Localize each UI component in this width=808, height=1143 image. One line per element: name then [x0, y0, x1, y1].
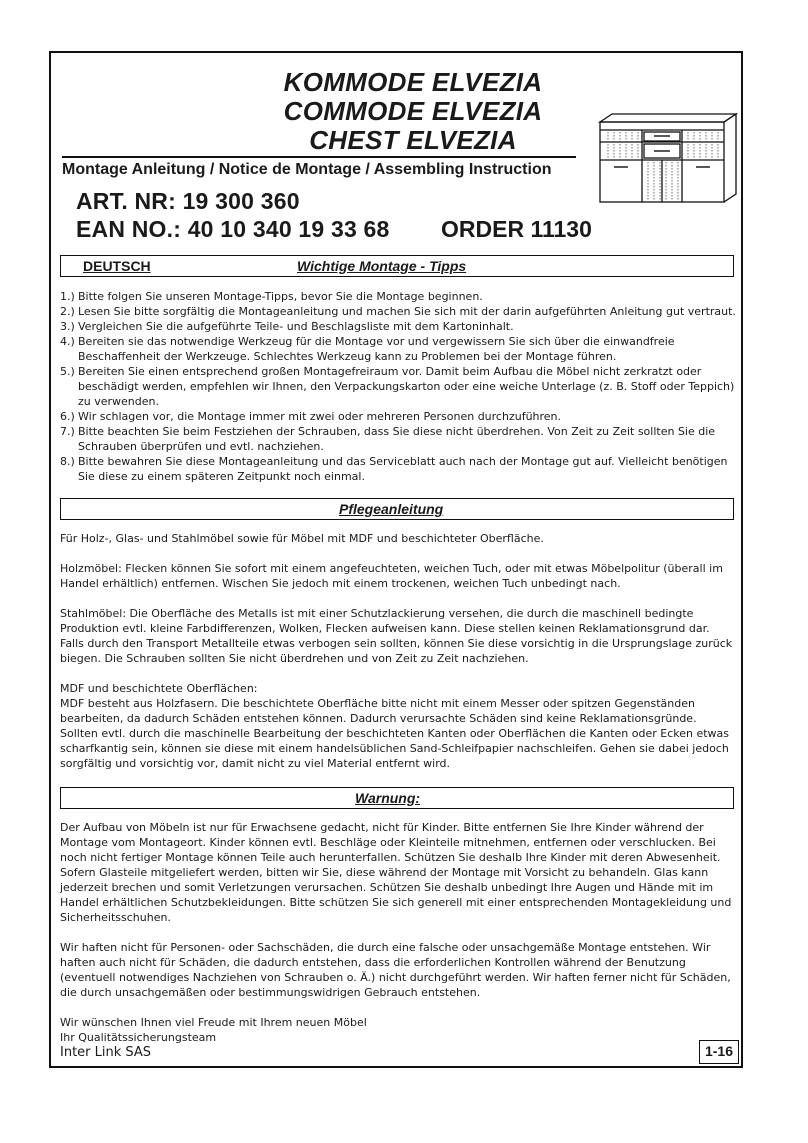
list-item: 5.) Bereiten Sie einen entsprechend großen Montagefreiraum vor. Damit beim Aufbau die Möbel nicht zerkratzt oder beschädigt werden, empfehlen wir Ihnen, den Verpackungskarton oder eine weiche Unterlage (z. B. Stoff oder Teppich) zu verwenden.	[60, 365, 735, 408]
subtitle: Montage Anleitung / Notice de Montage / Assembling Instruction	[62, 156, 576, 179]
care-intro: Für Holz-, Glas- und Stahlmöbel sowie für Möbel mit MDF und beschichteter Oberfläche.	[60, 532, 544, 545]
list-item: 7.) Bitte beachten Sie beim Festziehen der Schrauben, dass Sie diese nicht überdrehen. Von Zeit zu Zeit sollten Sie die Schrauben überprüfen und evtl. nachziehen.	[60, 425, 716, 453]
care-mdf-heading: MDF und beschichtete Oberflächen:	[60, 682, 258, 695]
care-mdf: MDF besteht aus Holzfasern. Die beschichtete Oberfläche bitte nicht mit einem Messer oder spitzen Gegenständen bearbeiten, da dadurch Schäden entstehen können. Dadurch verursachte Schäden sind keine Reklamationsgründe.	[60, 697, 697, 725]
care-steel: Stahlmöbel: Die Oberfläche des Metalls ist mit einer Schutzlackierung versehen, die durch die maschinell bedingte Produktion evtl. kleine Farbdifferenzen, Wolken, Flecken aufweisen kann. Diese stellen keinen Reklamationsgrund dar.	[60, 607, 710, 635]
closing-signature: Ihr Qualitätssicherungsteam	[60, 1031, 217, 1044]
language-label: DEUTSCH	[83, 258, 151, 274]
ean-number: EAN NO.: 40 10 340 19 33 68	[76, 216, 390, 242]
warning-glass: Sofern Glasteile mitgeliefert werden, bitten wir Sie, diese während der Montage mit Vorsicht zu behandeln. Glas kann jederzeit brechen und somit Verletzungen verursachen. Schützen Sie deshalb unbedingt Ihre Augen und Hände mit im Handel erhältlichen Schutzbekleidungen. Bitte schützen Sie sich generell mit einer entsprechenden Montagekleidung und Sicherheitsschuhen.	[60, 866, 732, 924]
list-item: 2.) Lesen Sie bitte sorgfältig die Montageanleitung und machen Sie sich mit der darin aufgeführten Anleitung gut vertraut.	[60, 305, 736, 318]
article-number: ART. NR: 19 300 360	[76, 188, 300, 214]
care-wood: Holzmöbel: Flecken können Sie sofort mit einem angefeuchteten, weichen Tuch, oder mit etwas Möbelpolitur (überall im Handel erhältlich) entfernen. Wischen Sie jedoch mit einem trockenen, weichen Tuch unbedingt nach.	[60, 562, 723, 590]
section-header-tips	[60, 255, 734, 277]
warning-liability: Wir haften nicht für Personen- oder Sachschäden, die durch eine falsche oder unsachgemäße Montage entstehen. Wir haften auch nicht für Schäden, die dadurch entstehen, dass die erforderlichen Kontrollen während der Benutzung (eventuell notwendiges Nachziehen von Schrauben o. Ä.) nicht durchgeführt werden. Wir haften ferner nicht für Schäden, die durch unsachgemäßen oder bestimmungswidrigen Gebrauch entstehen.	[60, 941, 731, 999]
care-heading: Pflegeanleitung	[339, 501, 444, 517]
tips-list	[60, 289, 738, 484]
list-item: 8.) Bitte bewahren Sie diese Montageanleitung und das Serviceblatt auch nach der Montage gut auf. Vielleicht benötigen Sie diese zu einem späteren Zeitpunkt noch einmal.	[60, 455, 728, 483]
list-item: 4.) Bereiten sie das notwendige Werkzeug für die Montage vor und vergewissern Sie sich über die einwandfreie Beschaffenheit der Werkzeuge. Schlechtes Werkzeug kann zu Problemen bei der Montage führen.	[60, 335, 675, 363]
warning-heading: Warnung:	[355, 790, 421, 806]
list-item: 6.) Wir schlagen vor, die Montage immer mit zwei oder mehreren Personen durchzuführen.	[60, 410, 562, 423]
care-steel-2: Falls durch den Transport Metallteile etwas verbogen sein sollten, können Sie diese vorsichtig in die Ursprungslage zurück biegen. Die Schrauben sollten Sie nicht überdrehen und von Zeit zu Zeit nachziehen.	[60, 637, 733, 665]
title-french: COMMODE ELVEZIA	[283, 96, 543, 126]
warning-text	[60, 820, 738, 1045]
order-number: ORDER 11130	[441, 216, 592, 242]
chest-illustration	[598, 112, 738, 204]
title-english: CHEST ELVEZIA	[309, 125, 517, 155]
care-text	[60, 531, 738, 771]
list-item: 3.) Vergleichen Sie die aufgeführte Teile- und Beschlagsliste mit dem Kartoninhalt.	[60, 320, 514, 333]
care-mdf-2: Sollten evtl. durch die maschinelle Bearbeitung der beschichteten Kanten oder Oberflächen die Kanten oder Ecken etwas scharfkantig sein, können sie diese mit einem handelsüblichen Sand-Schleifpapier nachschleifen. Gehen sie dabei jedoch sorgfältig und vorsichtig vor, damit nicht zu viel Material entfernt wird.	[60, 727, 730, 770]
warning-children: Der Aufbau von Möbeln ist nur für Erwachsene gedacht, nicht für Kinder. Bitte entfernen Sie Ihre Kinder während der Montage vom Montageort. Kinder können evtl. Beschläge oder Kleinteile mitnehmen, entfernen oder verschlucken. Bei noch nicht fertiger Montage können Teile auch herunterfallen. Schützen Sie deshalb Ihre Kinder mit deren Abwesenheit.	[60, 821, 721, 864]
section-header-care	[60, 498, 734, 520]
section-header-warning	[60, 787, 734, 809]
closing-line: Wir wünschen Ihnen viel Freude mit Ihrem neuen Möbel	[60, 1016, 367, 1029]
page-number: 1-16	[699, 1040, 739, 1064]
title-german: KOMMODE ELVEZIA	[283, 67, 543, 97]
tips-heading: Wichtige Montage - Tipps	[297, 258, 467, 274]
list-item: 1.) Bitte folgen Sie unseren Montage-Tipps, bevor Sie die Montage beginnen.	[60, 290, 483, 303]
company-name: Inter Link SAS	[60, 1045, 152, 1060]
